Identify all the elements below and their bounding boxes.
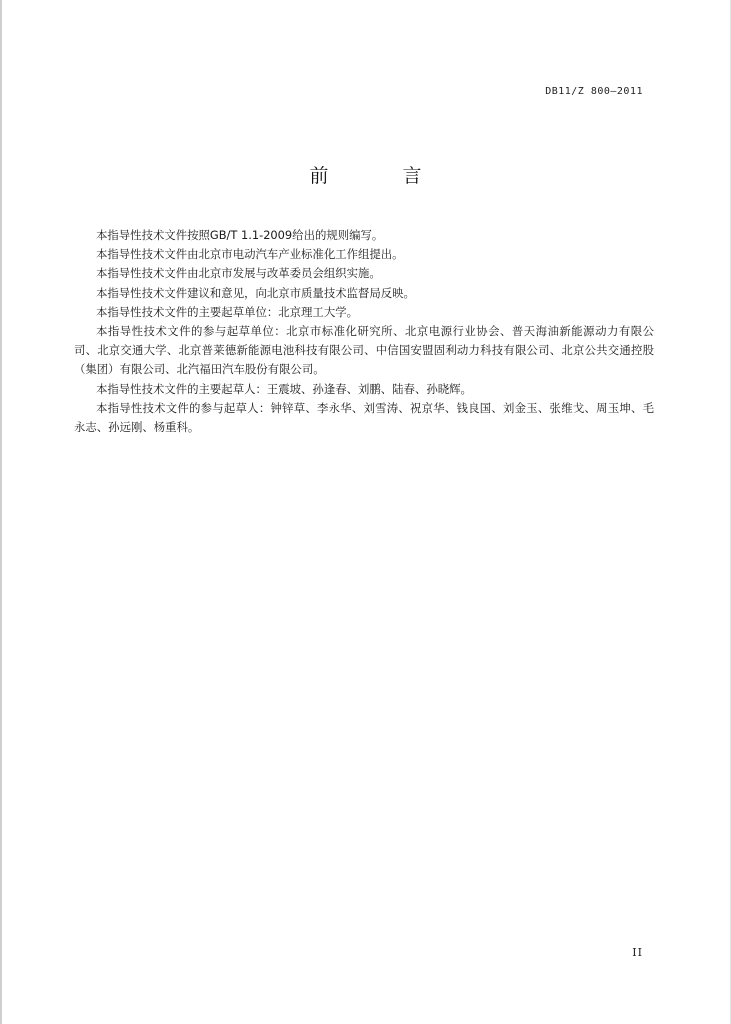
- document-code: DB11/Z 800—2011: [545, 86, 643, 97]
- paragraph-proposer: 本指导性技术文件由北京市电动汽车产业标准化工作组提出。: [96, 247, 404, 262]
- paragraph-participating-units: 本指导性技术文件的参与起草单位：北京市标准化研究所、北京电源行业协会、普天海油新能源动力有限公司、北京交通大学、北京普莱德新能源电池科技有限公司、中信国安盟固利动力科技有限公司、北京公共交通控股（集团）有限公司、北汽福田汽车股份有限公司。: [74, 324, 654, 377]
- paragraph-implementer: 本指导性技术文件由北京市发展与改革委员会组织实施。: [96, 266, 381, 281]
- paragraph-participating-drafters: 本指导性技术文件的参与起草人：钟锌草、李永华、刘雪涛、祝京华、钱良国、刘金玉、张维戈、周玉坤、毛永志、孙远刚、杨重科。: [74, 400, 654, 435]
- paragraph-main-drafting-unit: 本指导性技术文件的主要起草单位：北京理工大学。: [96, 304, 358, 319]
- page-edge-left: [0, 0, 2, 1024]
- paragraph-drafting-rules: 本指导性技术文件按照GB/T 1.1-2009给出的规则编写。: [96, 228, 384, 242]
- page-number: II: [632, 946, 643, 959]
- paragraph-main-drafters: 本指导性技术文件的主要起草人：王震坡、孙逢春、刘鹏、陆春、孙晓辉。: [96, 381, 472, 396]
- foreword-body: [74, 226, 654, 437]
- page-title: 前 言: [309, 165, 456, 187]
- paragraph-feedback: 本指导性技术文件建议和意见，向北京市质量技术监督局反映。: [96, 285, 415, 300]
